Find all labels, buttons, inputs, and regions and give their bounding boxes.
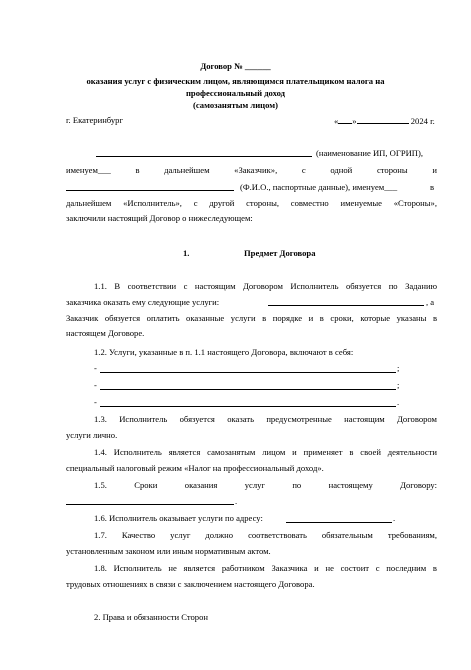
section2-title: 2. Права и обязанности Сторон [94,612,208,622]
service-item-blank [100,372,396,373]
list-period: . [397,397,400,407]
intro-line3-middle: (Ф.И.О., паспортные данные), именуем___ [240,182,398,192]
date-month-blank [357,115,409,124]
contract-subtitle-line1: оказания услуг с физическим лицом, являющимся плательщиком налога на [86,76,385,86]
intro-word: стороны [376,165,408,175]
section1-number: 1. [183,248,190,258]
service-item-blank [100,389,396,390]
p1-8-line2: трудовых отношениях в связи с заключением настоящего Договора. [66,579,315,589]
contract-date [334,115,435,128]
p1-5-word: 1.5. [94,480,107,490]
p1-7-line1: 1.7. Качество услуг должно соответствовать обязательным требованиям, [94,530,437,540]
p1-5-word: Сроки [134,480,158,490]
date-quote-close: » [352,116,357,126]
date-day-blank [338,115,352,124]
date-quote-open: « [334,116,339,126]
service-item-blank [100,406,396,407]
list-semicolon: ; [397,363,400,373]
p1-7-line2: установленным законом или иным нормативным актом. [66,546,271,556]
p1-5-line1 [94,480,437,492]
p1-4-line1: 1.4. Исполнитель является самозанятым лицом и применяет в своей деятельности [94,447,437,457]
contract-subtitle-line2: профессиональный доход [185,88,286,98]
p1-5-word: по [292,480,302,490]
p1-6-end: . [393,513,396,523]
terms-blank [66,504,234,505]
list-semicolon: ; [397,380,400,390]
p1-1-line2-end: , а [426,297,435,307]
list-dash: - [94,363,97,373]
p1-3-line2: услуги лично. [66,430,118,440]
intro-word: «Заказчик», [234,165,278,175]
p1-5-word: настоящему [328,480,373,490]
intro-word: в [135,165,140,175]
p1-1-line4: настоящем Договоре. [66,328,145,338]
contract-title: Договор № ______ [200,61,271,71]
intro-word: именуем___ [66,165,111,175]
city-label: г. Екатеринбург [66,115,123,125]
p1-5-line2-end: . [235,496,238,506]
section1-title: Предмет Договора [244,248,316,258]
p1-5-word: услуг [244,480,265,490]
contract-subtitle-line3: (самозанятым лицом) [193,100,278,110]
date-year: 2024 г. [410,116,435,126]
executor-name-blank [66,190,234,191]
customer-name-blank [96,156,312,157]
intro-line1-suffix: (наименование ИП, ОГРИП), [316,148,424,158]
services-blank [268,305,424,306]
p1-8-line1: 1.8. Исполнитель не является работником Заказчика и не состоит с последним в [94,563,437,573]
p1-1-line2-text: заказчика оказать ему следующие услуги: [66,297,220,307]
p1-1-line1: 1.1. В соответствии с настоящим Договором Исполнитель обязуется по Заданию [94,281,437,291]
p1-2-line1: 1.2. Услуги, указанные в п. 1.1 настоящего Договора, включают в себя: [94,347,354,357]
p1-1-line3: Заказчик обязуется оплатить оказанные услуги в порядке и в сроки, которые указаны в [66,313,437,323]
intro-line5: заключили настоящий Договор о нижеследующем: [66,213,253,223]
intro-line2 [66,165,437,177]
intro-word: одной [330,165,353,175]
intro-word: дальнейшем [164,165,210,175]
intro-line3-end: в [430,182,435,192]
p1-5-word: оказания [184,480,218,490]
p1-5-word: Договору: [400,480,437,490]
address-blank [286,522,392,523]
p1-3-line1: 1.3. Исполнитель обязуется оказать предусмотренные настоящим Договором [94,414,437,424]
p1-4-line2: специальный налоговый режим «Налог на профессиональный доход». [66,463,324,473]
intro-word: и [432,165,437,175]
p1-6-line1: 1.6. Исполнитель оказывает услуги по адресу: [94,513,263,523]
list-dash: - [94,380,97,390]
list-dash: - [94,397,97,407]
intro-line4: дальнейшем «Исполнитель», с другой стороны, совместно именуемые «Стороны», [66,198,437,208]
intro-word: с [301,165,306,175]
